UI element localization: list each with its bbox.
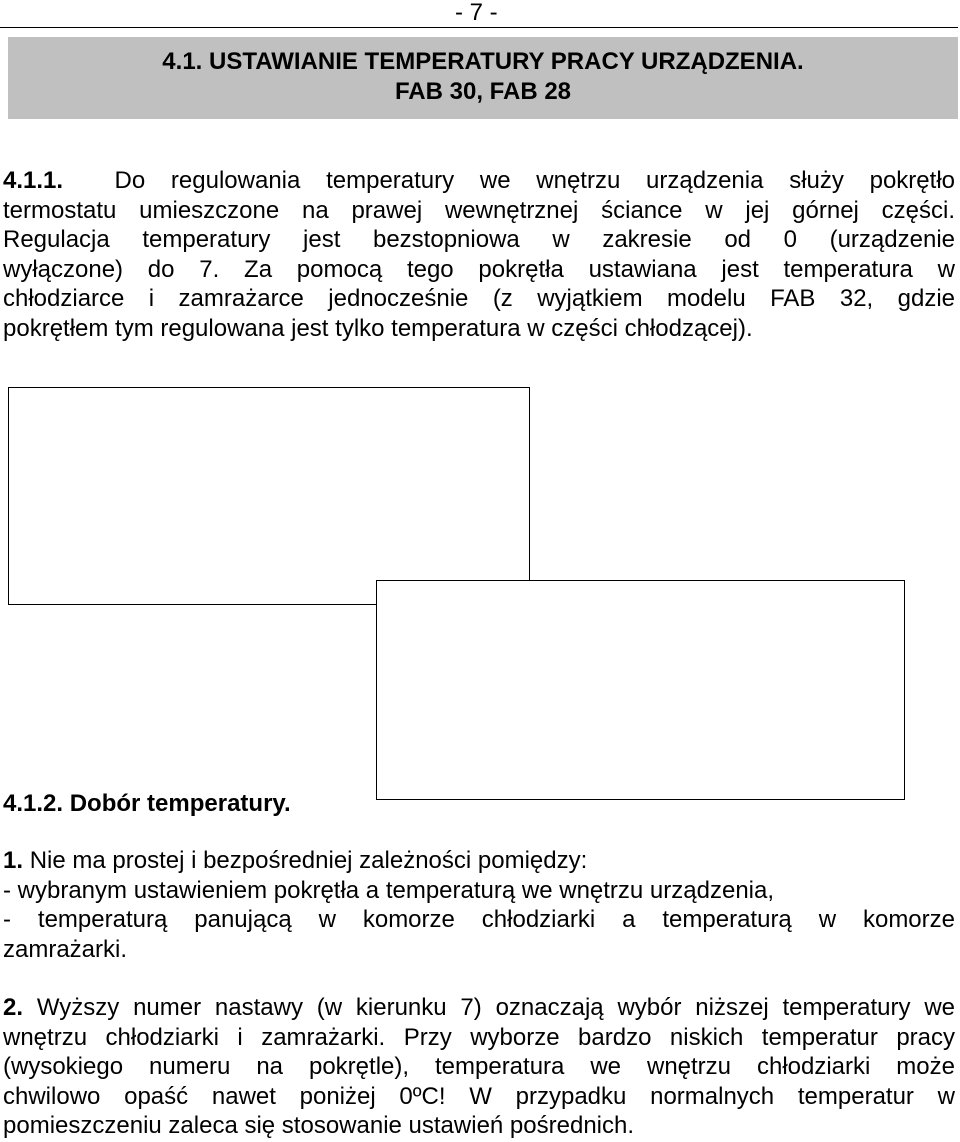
point-line bbox=[3, 846, 955, 876]
paragraph-line: pokrętłem tym regulowana jest tylko temperatura w części chłodzącej). bbox=[3, 314, 753, 342]
point-1 bbox=[3, 846, 955, 964]
paragraph-line: wyłączone) do 7. Za pomocą tego pokrętła ustawiana jest temperatura w bbox=[3, 255, 955, 283]
paragraph-number: 4.1.1. bbox=[3, 167, 64, 194]
point-2 bbox=[3, 993, 955, 1141]
point-line: zamrażarki. bbox=[3, 935, 128, 963]
point-line-text: Wyższy numer nastawy (w kierunku 7) oznaczają wybór niższej temperatury we bbox=[36, 994, 955, 1021]
paragraph-line: termostatu umieszczone na prawej wewnętrznej ściance w jej górnej części. bbox=[3, 196, 955, 224]
point-line bbox=[3, 993, 955, 1023]
section-title: 4.1. USTAWIANIE TEMPERATURY PRACY URZĄDZENIA. bbox=[162, 48, 804, 75]
point-line: - temperaturą panującą w komorze chłodziarki a temperaturą w komorze bbox=[3, 906, 955, 933]
paragraph-4-1-1 bbox=[3, 166, 955, 343]
point-line: wnętrzu chłodziarki i zamrażarki. Przy wyborze bardzo niskich temperatur pracy bbox=[3, 1023, 955, 1051]
figure-placeholder-left bbox=[8, 387, 530, 605]
paragraph-line bbox=[3, 166, 955, 196]
page-number: - 7 - bbox=[455, 0, 498, 26]
section-models: FAB 30, FAB 28 bbox=[394, 78, 572, 105]
point-number: 2. bbox=[3, 994, 24, 1021]
figure-placeholder-right bbox=[376, 580, 905, 800]
section-title-banner bbox=[8, 37, 958, 119]
point-line: - wybranym ustawieniem pokrętła a temperaturą we wnętrzu urządzenia, bbox=[3, 876, 775, 904]
point-number: 1. bbox=[3, 847, 24, 874]
point-line-text: Nie ma prostej i bezpośredniej zależności pomiędzy: bbox=[29, 847, 588, 874]
point-line: chwilowo opaść nawet poniżej 0ºC! W przypadku normalnych temperatur w bbox=[3, 1082, 955, 1110]
subsection-title: 4.1.2. Dobór temperatury. bbox=[3, 790, 291, 817]
point-line: (wysokiego numeru na pokrętle), temperatura we wnętrzu chłodziarki może bbox=[3, 1053, 955, 1080]
paragraph-line-text: Do regulowania temperatury we wnętrzu urządzenia służy pokrętło bbox=[114, 167, 955, 194]
paragraph-line: chłodziarce i zamrażarce jednocześnie (z wyjątkiem modelu FAB 32, gdzie bbox=[3, 285, 955, 312]
paragraph-line: Regulacja temperatury jest bezstopniowa w zakresie od 0 (urządzenie bbox=[3, 226, 955, 253]
header-rule bbox=[0, 27, 958, 28]
point-line: pomieszczeniu zaleca się stosowanie ustawień pośrednich. bbox=[3, 1112, 635, 1139]
